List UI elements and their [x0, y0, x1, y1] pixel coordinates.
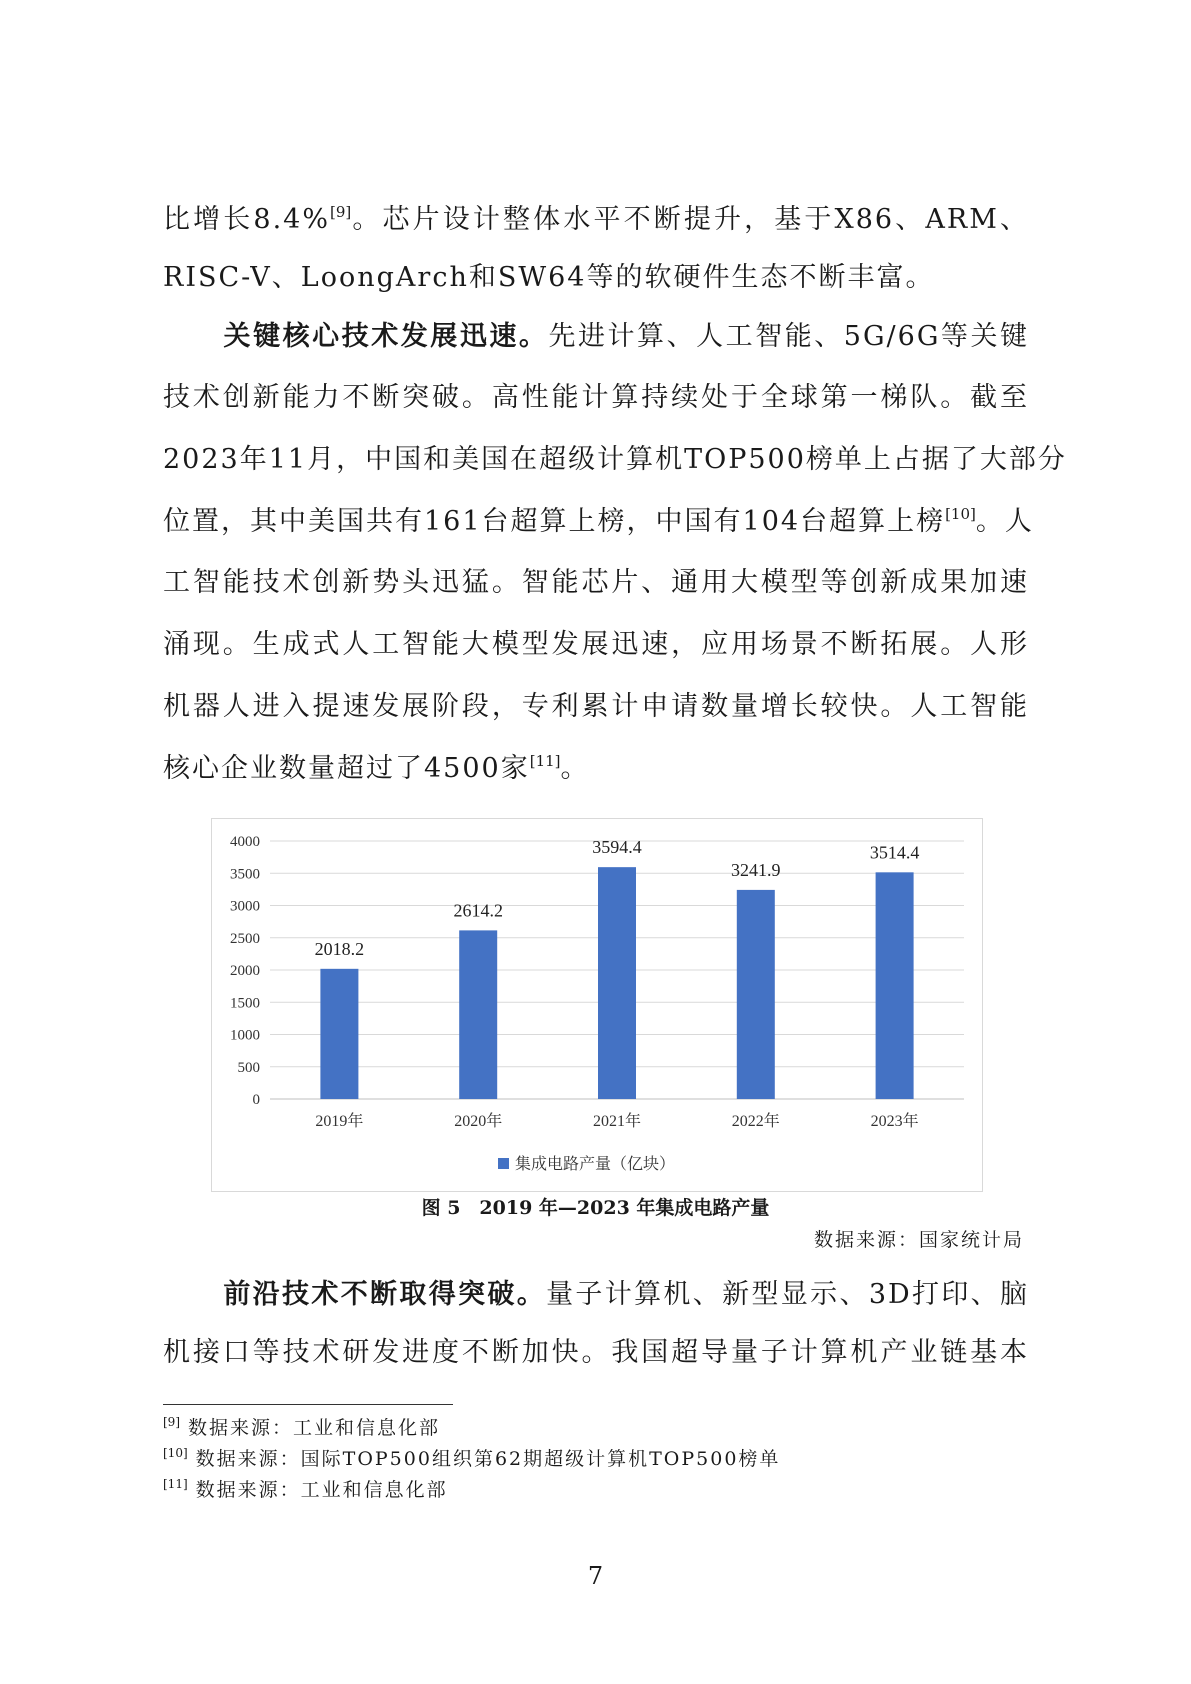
figure-source: 数据来源：国家统计局	[813, 1229, 1024, 1251]
page-number: 7	[587, 1562, 604, 1590]
bar	[598, 867, 636, 1099]
paragraph-line: 技术创新能力不断突破。高性能计算持续处于全球第一梯队。截至	[163, 382, 1029, 413]
paragraph-line	[163, 752, 1029, 786]
y-tick-label: 1500	[230, 995, 260, 1012]
y-tick-label: 3000	[230, 898, 260, 915]
chart-svg	[212, 819, 984, 1193]
footnote-text: 数据来源：工业和信息化部	[188, 1417, 441, 1439]
text-run: 核心企业数量超过了4500家	[163, 753, 530, 784]
footnote-marker: [10]	[163, 1446, 188, 1460]
footnote-marker: [11]	[163, 1477, 188, 1491]
bar	[737, 890, 775, 1099]
paragraph-line	[163, 505, 1034, 539]
bar	[320, 969, 358, 1099]
y-tick-label: 500	[237, 1059, 260, 1076]
footnote-marker: [9]	[163, 1415, 180, 1429]
bar	[459, 930, 497, 1099]
text-run: 量子计算机、新型显示、3D打印、脑	[546, 1279, 1029, 1310]
paragraph-line	[163, 320, 1029, 354]
y-tick-label: 0	[252, 1092, 260, 1108]
text-run: 比增长8.4%	[163, 204, 330, 235]
y-tick-label: 4000	[230, 834, 260, 850]
data-label: 2018.2	[314, 938, 365, 959]
x-tick-label: 2023年	[870, 1113, 919, 1130]
data-label: 3594.4	[592, 837, 642, 858]
x-tick-label: 2019年	[315, 1113, 364, 1130]
y-tick-label: 1000	[230, 1027, 260, 1044]
footnote	[163, 1478, 448, 1502]
footnote	[163, 1447, 780, 1471]
y-tick-label: 2500	[230, 930, 260, 947]
paragraph-line: 2023年11月，中国和美国在超级计算机TOP500榜单上占据了大部分	[163, 444, 1067, 475]
data-label: 2614.2	[453, 900, 503, 921]
text-run: 。	[560, 753, 590, 784]
footnote-ref[interactable]: [10]	[945, 505, 976, 523]
x-tick-label: 2021年	[592, 1113, 642, 1130]
paragraph-line: 机接口等技术研发进度不断加快。我国超导量子计算机产业链基本	[163, 1337, 1029, 1368]
legend-swatch	[498, 1158, 509, 1169]
bar	[876, 872, 914, 1099]
text-run: 位置，其中美国共有161台超算上榜，中国有104台超算上榜	[163, 506, 946, 537]
text-run: 。人	[975, 506, 1034, 537]
paragraph-heading: 前沿技术不断取得突破。	[223, 1279, 547, 1310]
paragraph-line	[163, 1278, 1029, 1312]
y-tick-label: 2000	[230, 963, 260, 979]
footnote-text: 数据来源：工业和信息化部	[195, 1479, 448, 1501]
paragraph-heading: 关键核心技术发展迅速。	[223, 321, 549, 352]
text-run: 先进计算、人工智能、5G/6G等关键	[548, 321, 1029, 352]
x-tick-label: 2020年	[454, 1113, 503, 1130]
data-label: 3241.9	[731, 859, 781, 880]
footnote	[163, 1416, 440, 1440]
paragraph-line: 机器人进入提速发展阶段，专利累计申请数量增长较快。人工智能	[163, 691, 1029, 722]
footnote-text: 数据来源：国际TOP500组织第62期超级计算机TOP500榜单	[195, 1448, 781, 1470]
legend-label: 集成电路产量（亿块）	[515, 1156, 676, 1173]
footnote-ref[interactable]: [11]	[529, 752, 561, 770]
paragraph-line: 工智能技术创新势头迅猛。智能芯片、通用大模型等创新成果加速	[163, 567, 1029, 598]
footnote-divider	[163, 1404, 453, 1405]
paragraph-line	[163, 203, 1029, 237]
footnote-ref[interactable]: [9]	[330, 203, 352, 221]
paragraph-line: RISC-V、LoongArch和SW64等的软硬件生态不断丰富。	[163, 262, 935, 293]
y-tick-label: 3500	[230, 866, 260, 883]
text-run: 。芯片设计整体水平不断提升，基于X86、ARM、	[351, 204, 1029, 235]
data-label: 3514.4	[869, 842, 920, 863]
x-tick-label: 2022年	[731, 1113, 780, 1130]
bar-chart	[211, 818, 983, 1192]
paragraph-line: 涌现。生成式人工智能大模型发展迅速，应用场景不断拓展。人形	[163, 629, 1029, 660]
figure-caption: 图 5 2019 年—2023 年集成电路产量	[421, 1197, 770, 1219]
